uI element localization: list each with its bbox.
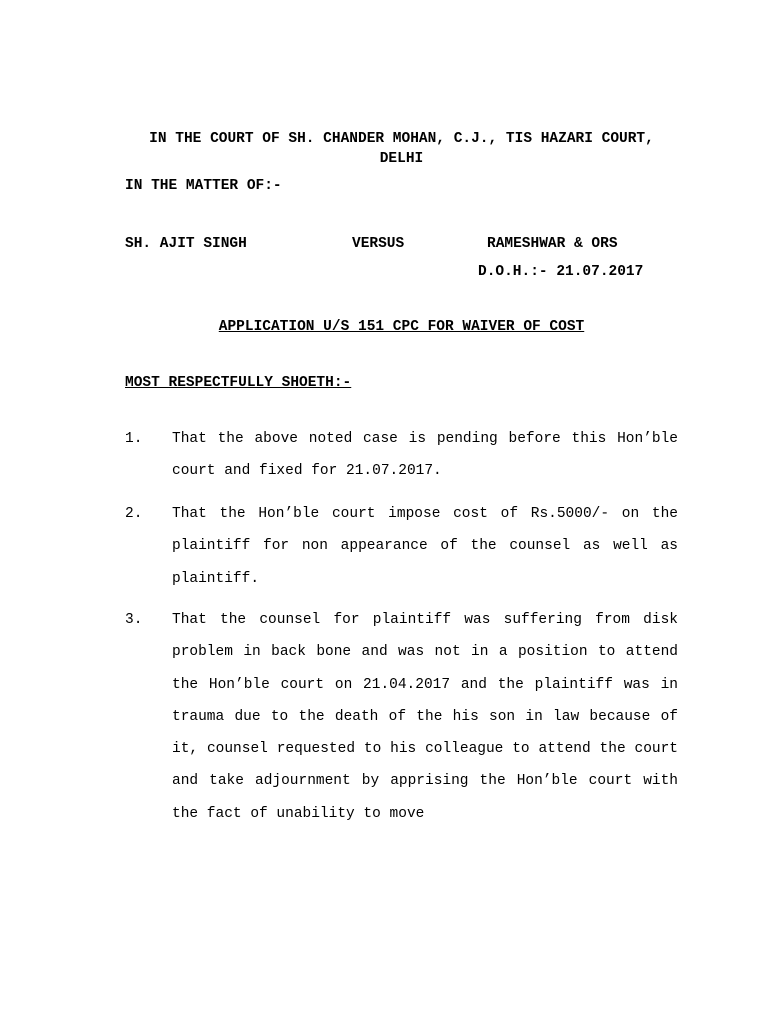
- paragraph-text: That the Hon’ble court impose cost of Rs.5000/- on the plaintiff for non appearance of the counsel as well as plaintiff.: [172, 506, 678, 587]
- paragraph-text: That the counsel for plaintiff was suffering from disk problem in back bone and was not in a position to attend the Hon’ble court on 21.04.2017 and the plaintiff was in trauma due to the death of the his son in law because of it, counsel requested to his colleague to attend the court and take adjournment by apprising the Hon’ble court with the fact of unability to move: [172, 612, 678, 822]
- paragraph-1: [125, 423, 678, 488]
- paragraph-2: [125, 498, 678, 595]
- respondent-name: RAMESHWAR & ORS: [487, 236, 618, 252]
- court-heading: IN THE COURT OF SH. CHANDER MOHAN, C.J., TIS HAZARI COURT, DELHI: [149, 131, 654, 167]
- petitioner-name: SH. AJIT SINGH: [125, 236, 247, 252]
- paragraph-number: 1.: [125, 431, 143, 447]
- paragraph-text: That the above noted case is pending before this Hon’ble court and fixed for 21.07.2017.: [172, 431, 678, 480]
- paragraph-number: 2.: [125, 506, 143, 522]
- matter-label: IN THE MATTER OF:-: [125, 178, 282, 194]
- versus-label: VERSUS: [352, 236, 405, 252]
- salutation: MOST RESPECTFULLY SHOETH:-: [125, 375, 352, 391]
- date-of-hearing: D.O.H.:- 21.07.2017: [478, 264, 644, 280]
- paragraph-number: 3.: [125, 612, 143, 628]
- paragraph-3: [125, 604, 678, 830]
- application-title: APPLICATION U/S 151 CPC FOR WAIVER OF COST: [218, 319, 585, 335]
